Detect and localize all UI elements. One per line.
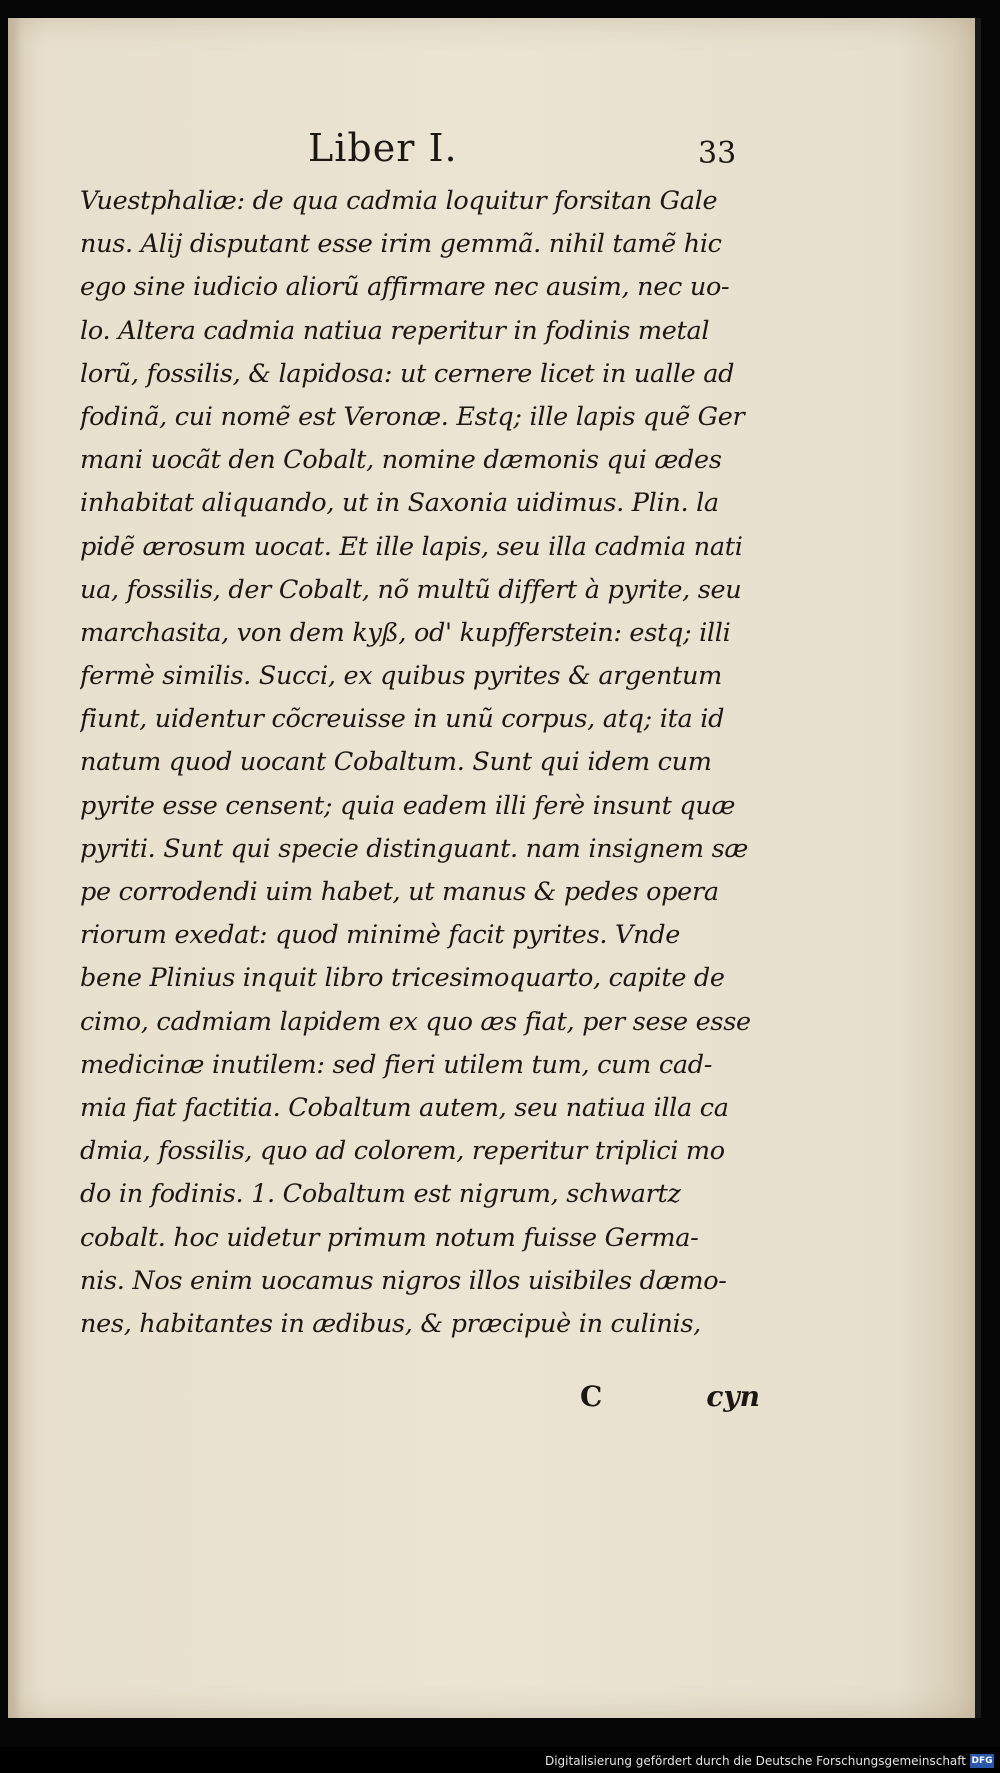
body-text — [80, 180, 760, 1346]
text-line: do in fodinis. 1. Cobaltum est nigrum, schwartz — [80, 1179, 681, 1210]
text-line: mani uocãt den Cobalt, nomine dæmonis qui ædes — [80, 445, 722, 476]
text-line: inhabitat aliquando, ut in Saxonia uidimus. Plin. la — [80, 488, 719, 519]
signature-line — [80, 1380, 760, 1420]
text-line: fodinã, cui nomẽ est Veronæ. Estq; ille lapis quẽ Ger — [80, 401, 745, 432]
running-head: Liber I. — [308, 126, 458, 170]
text-line: pyrite esse censent; quia eadem illi ferè insunt quæ — [80, 790, 736, 821]
text-line: nus. Alij disputant esse irim gemmã. nihil tamẽ hic — [80, 229, 722, 260]
funding-credit: Digitalisierung gefördert durch die Deutsche Forschungsgemeinschaft — [544, 1754, 966, 1768]
text-line: pyriti. Sunt qui specie distinguant. nam insignem sæ — [80, 833, 749, 864]
text-line: natum quod uocant Cobaltum. Sunt qui idem cum — [80, 747, 712, 778]
text-line: nis. Nos enim uocamus nigros illos uisibiles dæmo- — [80, 1265, 727, 1296]
text-line: dmia, fossilis, quo ad colorem, reperitur triplici mo — [80, 1136, 725, 1167]
catchword: cyn — [706, 1380, 760, 1413]
text-line: lo. Altera cadmia natiua reperitur in fodinis metal — [80, 315, 710, 346]
text-line: nes, habitantes in ædibus, & præcipuè in culinis, — [80, 1308, 701, 1339]
text-line: riorum exedat: quod minimè facit pyrites. Vnde — [80, 920, 681, 951]
text-line: cobalt. hoc uidetur primum notum fuisse Germa- — [80, 1222, 699, 1253]
text-line: pe corrodendi uim habet, ut manus & pedes opera — [80, 877, 719, 907]
signature-mark: C — [580, 1380, 603, 1413]
text-line: mia fiat factitia. Cobaltum autem, seu natiua illa ca — [80, 1092, 729, 1123]
book-page — [8, 18, 981, 1718]
text-line: cimo, cadmiam lapidem ex quo æs fiat, per sese esse — [80, 1006, 751, 1037]
text-line: fermè similis. Succi, ex quibus pyrites & argentum — [80, 661, 723, 692]
text-line: ua, fossilis, der Cobalt, nõ multũ differt à pyrite, seu — [80, 574, 742, 605]
text-line: ego sine iudicio aliorũ affirmare nec ausim, nec uo- — [80, 272, 730, 303]
text-line: medicinæ inutilem: sed fieri utilem tum, cum cad- — [80, 1049, 713, 1080]
text-line: bene Plinius inquit libro tricesimoquarto, capite de — [80, 963, 725, 994]
text-line: pidẽ ærosum uocat. Et ille lapis, seu illa cadmia nati — [80, 531, 743, 562]
page-number: 33 — [698, 136, 737, 171]
text-line: marchasita, von dem kyß, od' kupfferstein: estq; illi — [80, 617, 731, 648]
footer-bar — [0, 1747, 1000, 1773]
text-line: Vuestphaliæ: de qua cadmia loquitur forsitan Gale — [80, 186, 718, 216]
text-line: lorũ, fossilis, & lapidosa: ut cernere licet in ualle ad — [80, 358, 735, 389]
dfg-logo-icon: DFG — [971, 1756, 993, 1766]
text-line: fiunt, uidentur cõcreuisse in unũ corpus, atq; ita id — [80, 704, 725, 735]
